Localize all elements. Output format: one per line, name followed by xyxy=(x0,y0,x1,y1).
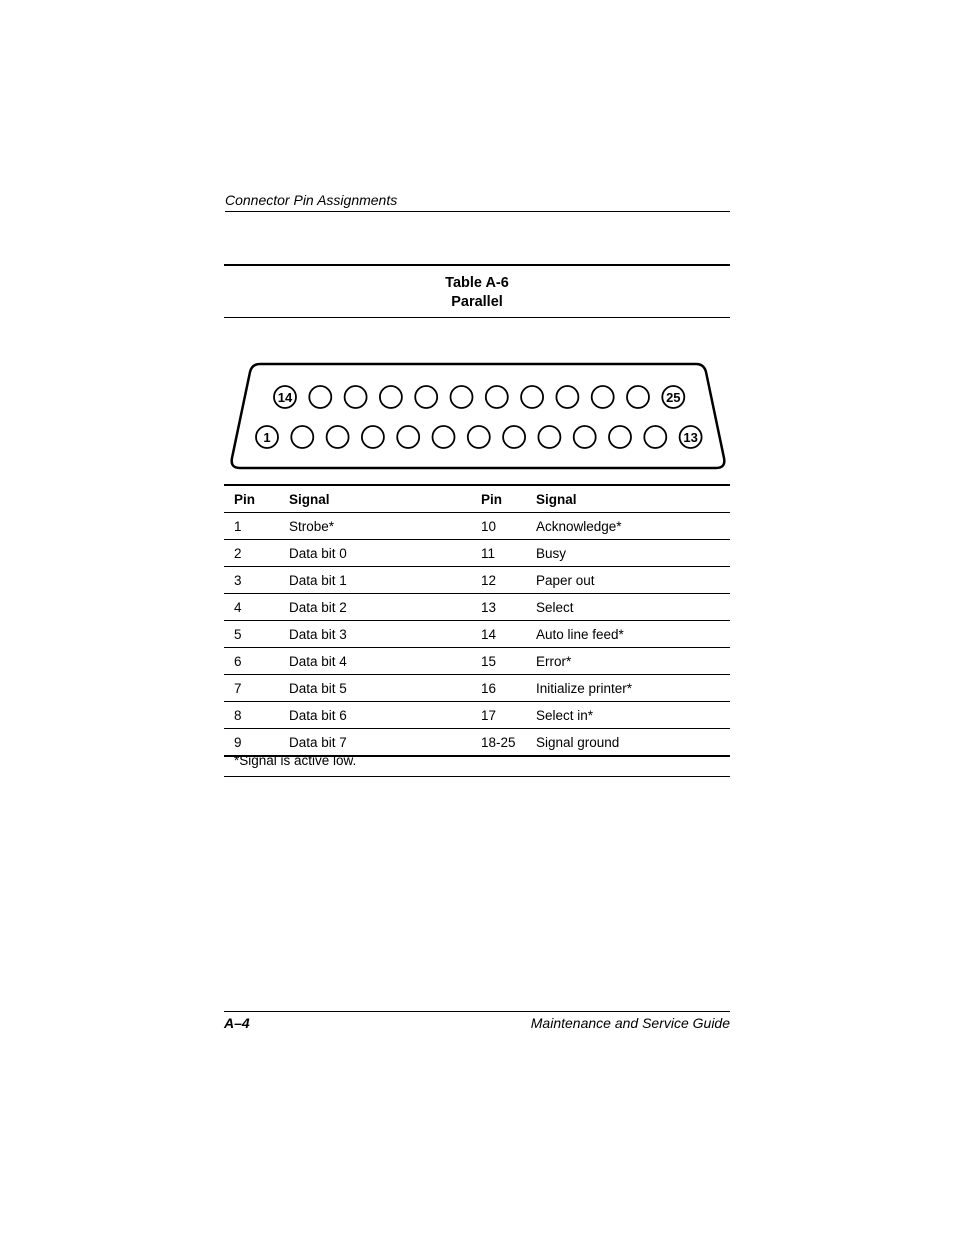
signal-cell: Select in* xyxy=(536,707,594,723)
signal-cell: Data bit 0 xyxy=(289,545,347,561)
pin-hole xyxy=(451,386,473,408)
signal-cell: Data bit 6 xyxy=(289,707,347,723)
pin-hole xyxy=(486,386,508,408)
pin-hole xyxy=(556,386,578,408)
pin-cell: 11 xyxy=(481,545,496,561)
running-title: Connector Pin Assignments xyxy=(225,192,730,212)
pin-cell: 4 xyxy=(234,599,242,615)
pin-hole xyxy=(574,426,596,448)
pin-number-label: 13 xyxy=(683,430,698,445)
pin-cell: 2 xyxy=(234,545,242,561)
header-pin-2: Pin xyxy=(481,491,503,507)
signal-cell: Acknowledge* xyxy=(536,518,622,534)
pin-hole xyxy=(415,386,437,408)
page-footer xyxy=(224,1011,730,1031)
pin-hole xyxy=(291,426,313,448)
signal-cell: Initialize printer* xyxy=(536,680,633,696)
signal-cell: Data bit 2 xyxy=(289,599,347,615)
pin-cell: 16 xyxy=(481,680,497,696)
db25-connector-diagram xyxy=(228,360,728,472)
pin-hole xyxy=(468,426,490,448)
signal-cell: Data bit 5 xyxy=(289,680,347,696)
pin-cell: 15 xyxy=(481,653,497,669)
header-signal-2: Signal xyxy=(536,491,577,507)
signal-cell: Data bit 1 xyxy=(289,572,347,588)
pin-hole xyxy=(380,386,402,408)
pin-cell: 7 xyxy=(234,680,242,696)
signal-cell: Strobe* xyxy=(289,518,335,534)
pin-hole xyxy=(644,426,666,448)
signal-cell: Error* xyxy=(536,653,572,669)
pin-cell: 14 xyxy=(481,626,497,642)
signal-cell: Data bit 7 xyxy=(289,734,347,750)
pin-cell: 10 xyxy=(481,518,497,534)
signal-cell: Data bit 4 xyxy=(289,653,347,669)
signal-cell: Select xyxy=(536,599,574,615)
header-pin: Pin xyxy=(234,491,256,507)
pin-number-label: 1 xyxy=(263,430,271,445)
pin-cell: 1 xyxy=(234,518,242,534)
pin-cell: 17 xyxy=(481,707,497,723)
table-row xyxy=(224,594,730,621)
table-row xyxy=(224,648,730,675)
table-row xyxy=(224,621,730,648)
pin-cell: 18-25 xyxy=(481,734,516,750)
pin-hole xyxy=(309,386,331,408)
signal-cell: Data bit 3 xyxy=(289,626,347,642)
table-row xyxy=(224,513,730,540)
header-signal: Signal xyxy=(289,491,330,507)
pin-cell: 12 xyxy=(481,572,497,588)
table-number: Table A-6 xyxy=(445,275,509,291)
pin-cell: 6 xyxy=(234,653,242,669)
pin-number-label: 14 xyxy=(277,390,293,405)
pin-cell: 8 xyxy=(234,707,242,723)
pin-hole xyxy=(627,386,649,408)
pin-hole xyxy=(503,426,525,448)
table-title: Parallel xyxy=(451,294,503,310)
table-row xyxy=(224,675,730,702)
pin-hole xyxy=(521,386,543,408)
table-row xyxy=(224,540,730,567)
table-row xyxy=(224,567,730,594)
pin-hole xyxy=(433,426,455,448)
guide-title: Maintenance and Service Guide xyxy=(530,1015,730,1031)
table-footnote: *Signal is active low. xyxy=(224,751,730,777)
pin-hole xyxy=(327,426,349,448)
pin-hole xyxy=(538,426,560,448)
signal-cell: Busy xyxy=(536,545,567,561)
table-caption xyxy=(224,264,730,318)
page-number: A–4 xyxy=(224,1015,250,1031)
pin-hole xyxy=(609,426,631,448)
signal-cell: Auto line feed* xyxy=(536,626,624,642)
pin-number-label: 25 xyxy=(666,390,681,405)
pin-cell: 5 xyxy=(234,626,242,642)
pin-assignment-table xyxy=(224,484,730,757)
table-row xyxy=(224,702,730,729)
pin-hole xyxy=(397,426,419,448)
pin-hole xyxy=(592,386,614,408)
pin-cell: 9 xyxy=(234,734,242,750)
pin-hole xyxy=(345,386,367,408)
pin-cell: 3 xyxy=(234,572,242,588)
pin-hole xyxy=(362,426,384,448)
table-header-row xyxy=(224,485,730,513)
signal-cell: Signal ground xyxy=(536,734,620,750)
signal-cell: Paper out xyxy=(536,572,595,588)
pin-cell: 13 xyxy=(481,599,497,615)
